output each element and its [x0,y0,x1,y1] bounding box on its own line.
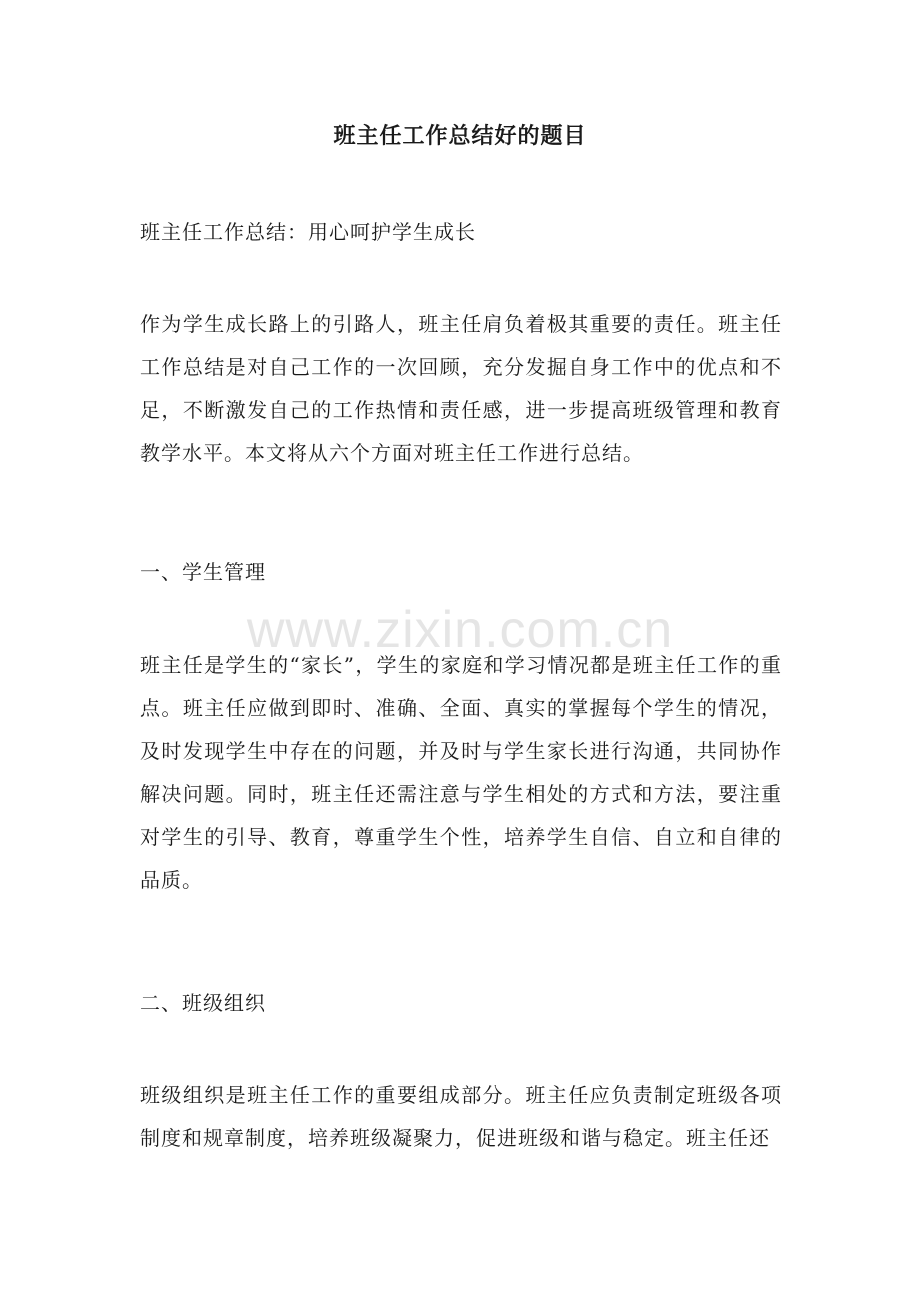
watermark: www.zixin.com.cn [246,601,674,659]
section-heading-student-management: 一、学生管理 [140,560,266,584]
document-title: 班主任工作总结好的题目 [333,123,587,149]
class-organization-paragraph: 班级组织是班主任工作的重要组成部分。班主任应负责制定班级各项制度和规章制度，培养班级凝聚力，促进班级和谐与稳定。班主任还 [140,1083,782,1150]
document-subtitle: 班主任工作总结：用心呵护学生成长 [140,220,476,244]
student-management-paragraph: 班主任是学生的“家长”，学生的家庭和学习情况都是班主任工作的重点。班主任应做到即时、准确、全面、真实的掌握每个学生的情况，及时发现学生中存在的问题，并及时与学生家长进行沟通，共同协作解决问题。同时，班主任还需注意与学生相处的方式和方法，要注重对学生的引导、教育，尊重学生个性，培养学生自信、自立和自律的品质。 [140,653,782,892]
section-heading-class-organization: 二、班级组织 [140,991,266,1015]
intro-paragraph: 作为学生成长路上的引路人，班主任肩负着极其重要的责任。班主任工作总结是对自己工作的一次回顾，充分发掘自身工作中的优点和不足，不断激发自己的工作热情和责任感，进一步提高班级管理和教育教学水平。本文将从六个方面对班主任工作进行总结。 [140,312,782,465]
